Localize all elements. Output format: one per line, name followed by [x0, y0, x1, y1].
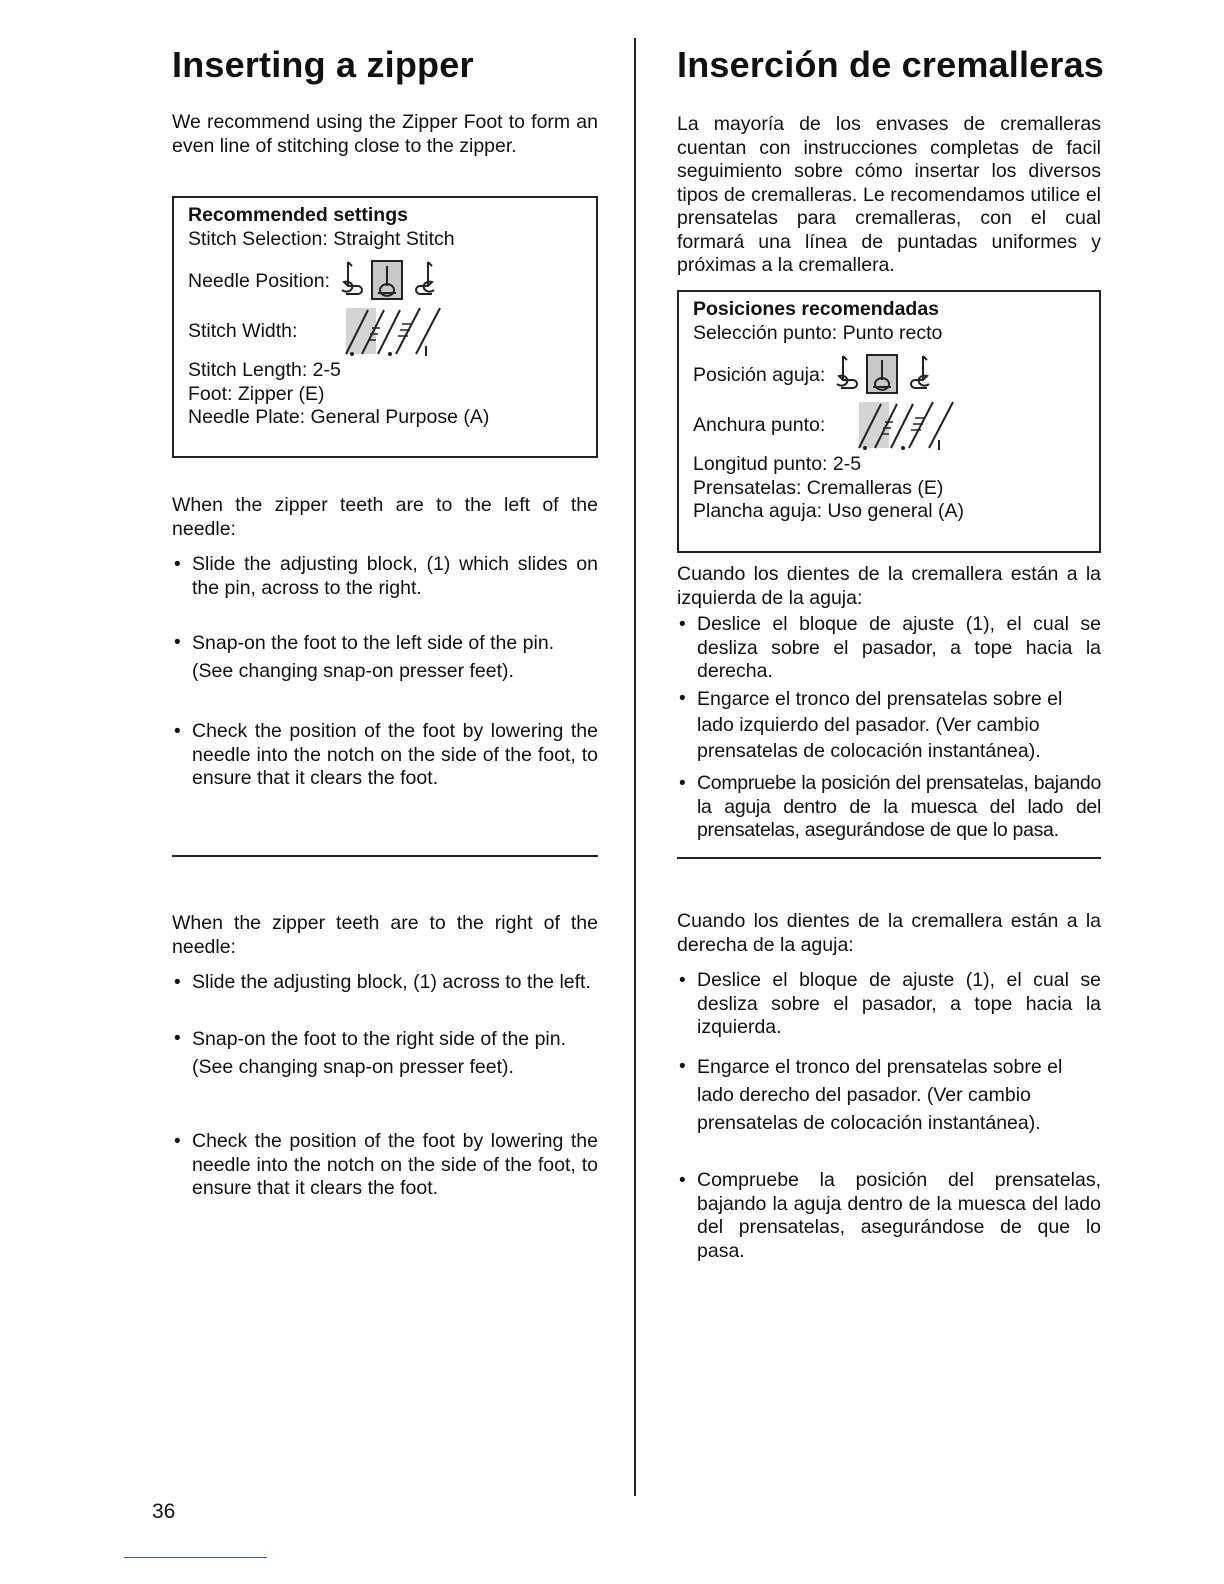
section1-list-english-3: [172, 720, 598, 791]
list-item: • Compruebe la posición del prensatelas, bajando la aguja dentro de la muesca del lado del prensatelas, asegurándose de que lo pasa.: [677, 1169, 1101, 1263]
needle-position-icon: [831, 354, 941, 396]
list-item: • Engarce el tronco del prensatelas sobre el lado derecho del pasador. (Ver cambio prensatelas de colocación instantánea).: [677, 1053, 1101, 1137]
footer-line: [124, 1557, 267, 1558]
list-item: • Slide the adjusting block, (1) across to the left.: [172, 971, 598, 995]
section2-list-english-3: [172, 1130, 598, 1201]
intro-spanish: La mayoría de los envases de cremalleras cuentan con instrucciones completas de facil seguimiento sobre cómo insertar los diversos tipos de cremalleras. Le recomendamos utilice el prensatelas para cremalleras, con el cual formará una línea de puntadas uniformes y próximas a la cremallera.: [677, 113, 1101, 276]
foot: Foot: Zipper (E): [188, 382, 325, 405]
needle-position-label: Posición aguja:: [693, 363, 826, 386]
section2-list-spanish: [677, 969, 1101, 1040]
stitch-width-label: Stitch Width:: [188, 319, 298, 342]
section1-list-spanish: [677, 613, 1101, 684]
list-item: • Check the position of the foot by lowering the needle into the notch on the side of the foot, to ensure that it clears the foot.: [172, 1130, 598, 1201]
needle-position-row: [693, 353, 1085, 397]
page-number: 36: [152, 1500, 176, 1523]
stitch-length: Stitch Length: 2-5: [188, 359, 341, 381]
stitch-width-icon: [340, 304, 450, 358]
section2-list-english-2: [172, 1025, 598, 1081]
stitch-selection: Selección punto: Punto recto: [693, 321, 943, 344]
recommended-settings-box: [172, 196, 598, 458]
page-title-spanish: Inserción de cremalleras: [677, 44, 1105, 85]
stitch-width-row: [188, 307, 582, 355]
list-item: • Deslice el bloque de ajuste (1), el cual se desliza sobre el pasador, a tope hacia la izquierda.: [677, 969, 1101, 1040]
foot: Prensatelas: Cremalleras (E): [693, 476, 944, 499]
section2-list-spanish-2: [677, 1053, 1101, 1137]
posiciones-recomendadas-box: [677, 290, 1101, 553]
section1-lead-english: When the zipper teeth are to the left of the needle:: [172, 494, 598, 540]
list-item: • Slide the adjusting block, (1) which slides on the pin, across to the right.: [172, 553, 598, 600]
needle-position-row: [188, 259, 582, 303]
intro-english: We recommend using the Zipper Foot to form an even line of stitching close to the zipper.: [172, 111, 598, 157]
list-item: • Check the position of the foot by lowering the needle into the notch on the side of the foot, to ensure that it clears the foot.: [172, 720, 598, 791]
section2-lead-spanish: Cuando los dientes de la cremallera están a la derecha de la aguja:: [677, 910, 1101, 956]
section1-list-english: [172, 553, 598, 600]
list-item: • Engarce el tronco del prensatelas sobre el lado izquierdo del pasador. (Ver cambio prensatelas de colocación instantánea).: [677, 686, 1101, 764]
list-item: • Snap-on the foot to the left side of the pin. (See changing snap-on presser feet).: [172, 629, 598, 685]
section2-lead-english: When the zipper teeth are to the right of the needle:: [172, 912, 598, 958]
section2-list-spanish-3: [677, 1169, 1101, 1263]
column-divider: [634, 38, 636, 1496]
stitch-length: Longitud punto: 2-5: [693, 453, 862, 475]
settings-heading: Posiciones recomendadas: [693, 298, 940, 320]
stitch-selection: Stitch Selection: Straight Stitch: [188, 227, 455, 250]
section1-lead-spanish: Cuando los dientes de la cremallera están a la izquierda de la aguja:: [677, 563, 1101, 609]
settings-heading: Recommended settings: [188, 204, 408, 226]
section1-list-english-2: [172, 629, 598, 685]
needle-position-label: Needle Position:: [188, 269, 331, 292]
list-item: • Compruebe la posición del prensatelas, bajando la aguja dentro de la muesca del lado del prensatelas, asegurándose de que lo pasa.: [677, 772, 1101, 843]
section-divider: [677, 857, 1101, 859]
needle-position-icon: [336, 260, 446, 302]
list-item: • Deslice el bloque de ajuste (1), el cual se desliza sobre el pasador, a tope hacia la derecha.: [677, 613, 1101, 684]
needle-plate: Plancha aguja: Uso general (A): [693, 500, 964, 522]
section-divider: [172, 855, 598, 857]
section1-list-spanish-3: [677, 772, 1101, 843]
stitch-width-icon: [853, 398, 963, 452]
section1-list-spanish-2: [677, 686, 1101, 764]
needle-plate: Needle Plate: General Purpose (A): [188, 406, 490, 428]
stitch-width-label: Anchura punto:: [693, 413, 826, 436]
stitch-width-row: [693, 401, 1085, 449]
page-title-english: Inserting a zipper: [172, 44, 474, 85]
list-item: • Snap-on the foot to the right side of the pin. (See changing snap-on presser feet).: [172, 1025, 598, 1081]
section2-list-english: [172, 971, 598, 995]
